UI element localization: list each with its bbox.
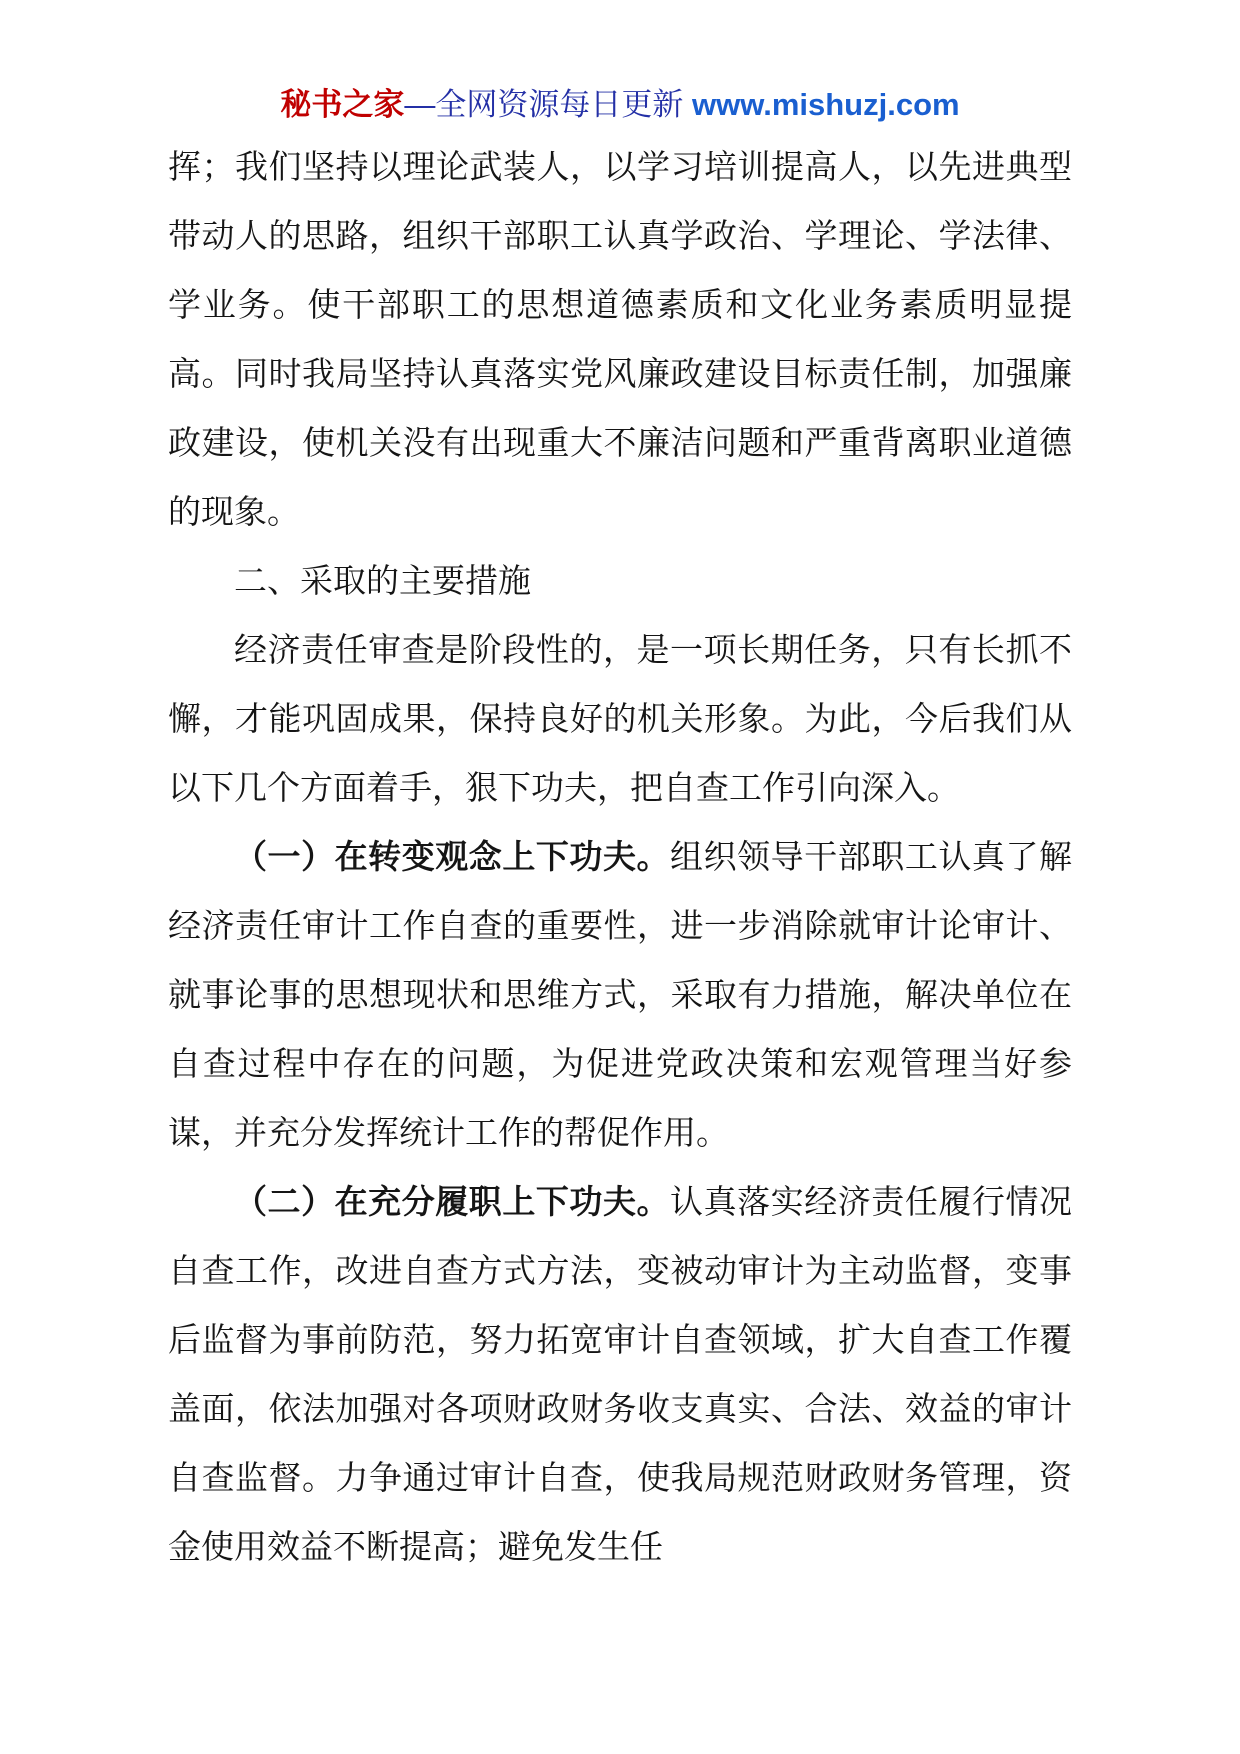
site-brand: 秘书之家 bbox=[280, 87, 405, 122]
paragraph-text: 组织领导干部职工认真了解经济责任审计工作自查的重要性，进一步消除就审计论审计、就事论事的思想现状和思维方式，采取有力措施，解决单位在自查过程中存在的问题，为促进党政决策和宏观管理当好参谋，并充分发挥统计工作的帮促作用。 bbox=[168, 838, 1073, 1151]
paragraph bbox=[168, 615, 1072, 822]
paragraph-text: 经济责任审查是阶段性的，是一项长期任务，只有长抓不懈，才能巩固成果，保持良好的机关形象。为此，今后我们从以下几个方面着手，狠下功夫，把自查工作引向深入。 bbox=[168, 631, 1072, 806]
section-heading bbox=[168, 546, 1072, 615]
paragraph-lead-bold: （一）在转变观念上下功夫。 bbox=[234, 838, 671, 875]
document-body bbox=[168, 132, 1072, 1581]
paragraph-text: 挥；我们坚持以理论武装人，以学习培训提高人，以先进典型带动人的思路，组织干部职工认真学政治、学理论、学法律、学业务。使干部职工的思想道德素质和文化业务素质明显提高。同时我局坚持认真落实党风廉政建设目标责任制，加强廉政建设，使机关没有出现重大不廉洁问题和严重背离职业道德的现象。 bbox=[168, 148, 1072, 530]
paragraph-text: 认真落实经济责任履行情况自查工作，改进自查方式方法，变被动审计为主动监督，变事后监督为事前防范，努力拓宽审计自查领域，扩大自查工作覆盖面，依法加强对各项财政财务收支真实、合法、效益的审计自查监督。力争通过审计自查，使我局规范财政财务管理，资金使用效益不断提高；避免发生任 bbox=[168, 1183, 1073, 1565]
site-tagline: —全网资源每日更新 bbox=[404, 87, 693, 122]
site-url-link[interactable]: www.mishuzj.com bbox=[692, 87, 960, 122]
paragraph bbox=[168, 132, 1072, 546]
paragraph-text: 二、采取的主要措施 bbox=[234, 562, 531, 599]
paragraph bbox=[168, 822, 1072, 1167]
document-header bbox=[168, 84, 1072, 126]
paragraph bbox=[168, 1167, 1072, 1581]
paragraph-lead-bold: （二）在充分履职上下功夫。 bbox=[234, 1183, 671, 1220]
